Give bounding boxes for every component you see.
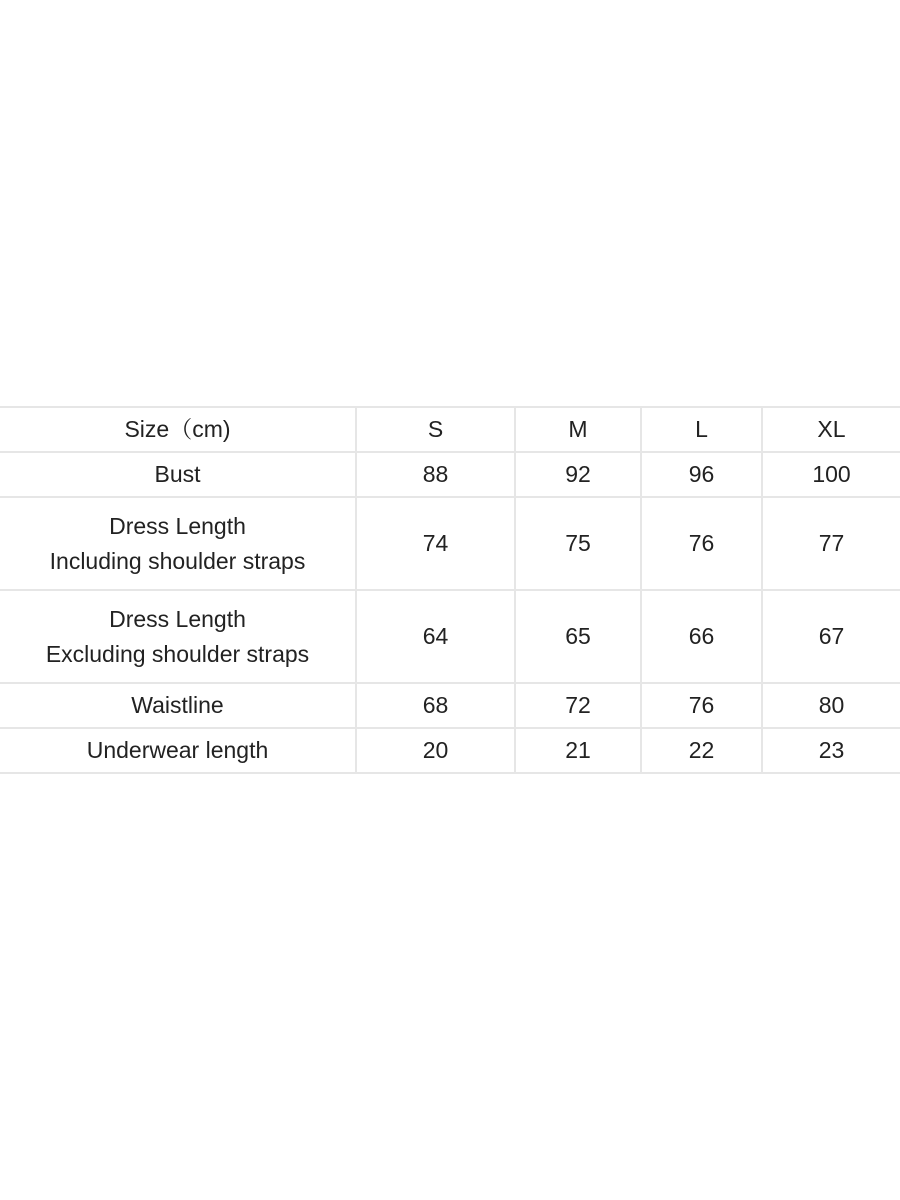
table-cell: 80 (762, 683, 900, 728)
table-cell: 22 (641, 728, 762, 773)
table-cell: 66 (641, 590, 762, 683)
row-label-bust: Bust (0, 452, 356, 497)
row-label-underwear-length: Underwear length (0, 728, 356, 773)
row-label-dress-length-including (0, 497, 356, 590)
table-cell: 21 (515, 728, 641, 773)
table-cell: 76 (641, 683, 762, 728)
row-label-line: Dress Length (109, 512, 246, 539)
row-label-line: Dress Length (109, 605, 246, 632)
table-cell: 23 (762, 728, 900, 773)
table-cell: 65 (515, 590, 641, 683)
header-size-xl: XL (762, 407, 900, 452)
row-label-waistline: Waistline (0, 683, 356, 728)
table-cell: 20 (356, 728, 515, 773)
table-row (0, 728, 900, 773)
table-cell: 64 (356, 590, 515, 683)
header-size-l: L (641, 407, 762, 452)
table-cell: 77 (762, 497, 900, 590)
table-cell: 76 (641, 497, 762, 590)
header-size-m: M (515, 407, 641, 452)
row-label-line: Including shoulder straps (49, 547, 306, 574)
table-cell: 75 (515, 497, 641, 590)
table-row (0, 452, 900, 497)
size-chart-table (0, 406, 900, 774)
table-row (0, 590, 900, 683)
table-cell: 92 (515, 452, 641, 497)
table-cell: 72 (515, 683, 641, 728)
row-label-line: Excluding shoulder straps (45, 640, 310, 667)
table-cell: 96 (641, 452, 762, 497)
row-label-dress-length-excluding (0, 590, 356, 683)
header-size-s: S (356, 407, 515, 452)
table-row (0, 683, 900, 728)
table-header-row (0, 407, 900, 452)
table-cell: 74 (356, 497, 515, 590)
header-size-label: Size（cm) (0, 407, 356, 452)
table-cell: 88 (356, 452, 515, 497)
table-row (0, 497, 900, 590)
table-cell: 68 (356, 683, 515, 728)
table-cell: 67 (762, 590, 900, 683)
table-cell: 100 (762, 452, 900, 497)
